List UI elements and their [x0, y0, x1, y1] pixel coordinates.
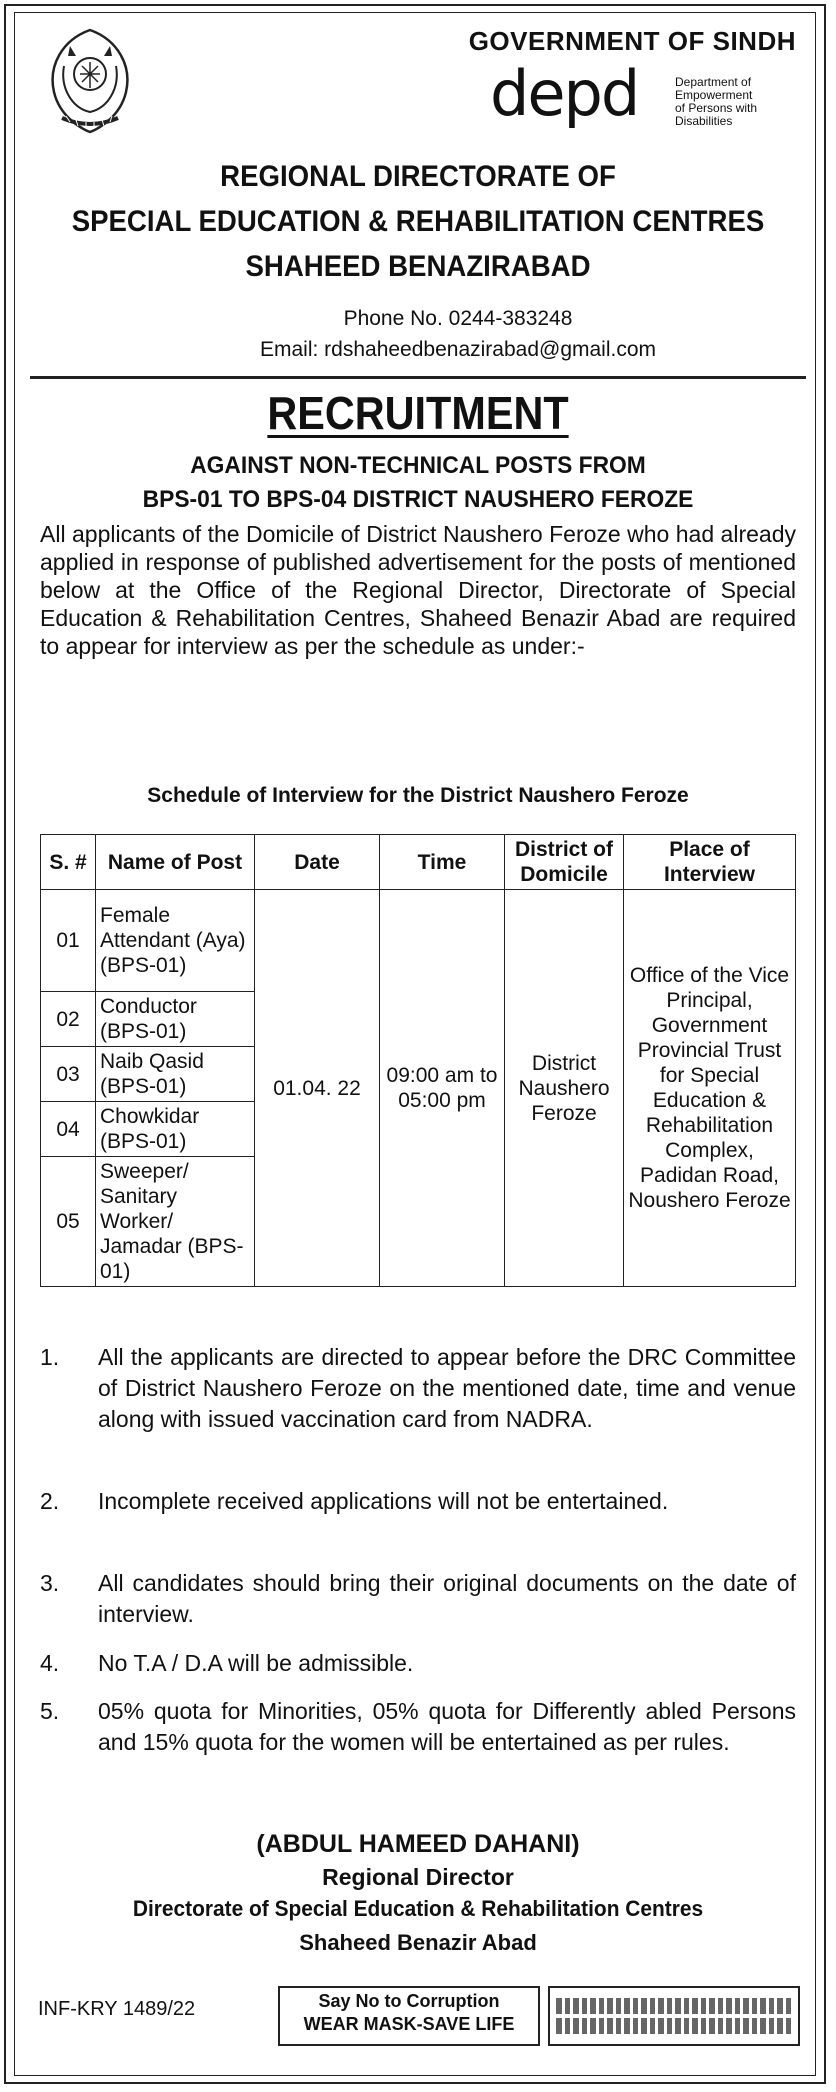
note-text: All candidates should bring their original documents on the date of interview.	[98, 1570, 796, 1627]
note-item	[40, 1648, 796, 1679]
signatory-name: (ABDUL HAMEED DAHANI)	[256, 1830, 580, 1858]
cell-post-name: Female Attendant (Aya) (BPS-01)	[96, 890, 255, 992]
signatory-place: Shaheed Benazir Abad	[299, 1930, 537, 1955]
intro-paragraph: All applicants of the Domicile of District Naushero Feroze who had already applied in response of published advertisement for the posts of mentioned below at the Office of the Regional Director, Directorate of Special Education & Rehabilitation Centres, Shaheed Benazir Abad are required to appear for interview as per the schedule as under:-	[40, 521, 796, 659]
cell-place: Office of the Vice Principal, Government Provincial Trust for Special Education & Rehabilitation Complex, Padidan Road, Noushero Feroze	[624, 890, 796, 1287]
interview-schedule-table	[40, 834, 796, 1287]
header-district: District of Domicile	[505, 835, 624, 890]
header-divider	[30, 376, 806, 379]
department-name-line: Disabilities	[675, 114, 733, 128]
department-name-line: Department of	[675, 75, 752, 89]
note-number: 5.	[40, 1698, 60, 1724]
note-number: 1.	[40, 1344, 60, 1370]
note-text: All the applicants are directed to appear before the DRC Committee of District Naushero Feroze on the mentioned date, time and venue along with issued vaccination card from NADRA.	[98, 1344, 796, 1432]
header-post-name: Name of Post	[96, 835, 255, 890]
cell-sno: 05	[41, 1157, 96, 1287]
corruption-line-2: WEAR MASK-SAVE LIFE	[303, 2014, 515, 2034]
cell-post-name: Naib Qasid (BPS-01)	[96, 1047, 255, 1102]
cell-post-name: Chowkidar (BPS-01)	[96, 1102, 255, 1157]
corruption-notice-box	[278, 1986, 540, 2046]
urdu-notice-box	[548, 1986, 800, 2046]
department-name-line: of Persons with	[675, 101, 758, 115]
note-item	[40, 1696, 796, 1758]
organization-line-1: REGIONAL DIRECTORATE OF	[220, 160, 616, 193]
cell-date: 01.04. 22	[255, 890, 380, 1287]
table-header-row	[41, 835, 796, 890]
note-item	[40, 1568, 796, 1630]
note-text: No T.A / D.A will be admissible.	[98, 1650, 414, 1676]
sindh-government-emblem-icon	[40, 26, 140, 138]
reference-number: INF-KRY 1489/22	[38, 1998, 196, 2020]
note-number: 2.	[40, 1488, 60, 1514]
table-row	[41, 890, 796, 992]
depd-logo: depd	[490, 57, 639, 130]
government-title: GOVERNMENT OF SINDH	[468, 26, 796, 56]
cell-sno: 04	[41, 1102, 96, 1157]
notice-title: RECRUITMENT	[267, 387, 569, 439]
cell-post-name: Conductor (BPS-01)	[96, 992, 255, 1047]
signatory-organization: Directorate of Special Education & Rehabilitation Centres	[132, 1896, 704, 1921]
header-date: Date	[255, 835, 380, 890]
urdu-text-graphic	[556, 1998, 792, 2014]
cell-sno: 01	[41, 890, 96, 992]
department-name	[675, 76, 805, 128]
cell-sno: 02	[41, 992, 96, 1047]
note-item	[40, 1342, 796, 1435]
cell-post-name: Sweeper/ Sanitary Worker/ Jamadar (BPS-01)	[96, 1157, 255, 1287]
note-text: 05% quota for Minorities, 05% quota for Differently abled Persons and 15% quota for the women will be entertained as per rules.	[98, 1698, 796, 1755]
email-address: Email: rdshaheedbenazirabad@gmail.com	[259, 338, 657, 361]
header-place: Place of Interview	[624, 835, 796, 890]
department-name-line: Empowerment	[675, 88, 753, 102]
note-number: 4.	[40, 1650, 60, 1676]
note-number: 3.	[40, 1570, 60, 1596]
header-time: Time	[380, 835, 505, 890]
schedule-title: Schedule of Interview for the District Naushero Feroze	[147, 784, 689, 807]
note-item	[40, 1486, 796, 1517]
organization-line-3: SHAHEED BENAZIRABAD	[245, 250, 591, 283]
cell-sno: 03	[41, 1047, 96, 1102]
urdu-text-graphic	[556, 2018, 792, 2034]
notice-subtitle-2: BPS-01 TO BPS-04 DISTRICT NAUSHERO FEROZE	[142, 486, 694, 513]
note-text: Incomplete received applications will not be entertained.	[98, 1488, 669, 1514]
organization-line-2: SPECIAL EDUCATION & REHABILITATION CENTRES	[71, 205, 765, 238]
header-sno: S. #	[41, 835, 96, 890]
cell-time: 09:00 am to 05:00 pm	[380, 890, 505, 1287]
notice-subtitle-1: AGAINST NON-TECHNICAL POSTS FROM	[190, 452, 646, 479]
phone-number: Phone No. 0244-383248	[343, 307, 573, 330]
signatory-title: Regional Director	[322, 1864, 514, 1890]
cell-district: District Naushero Feroze	[505, 890, 624, 1287]
corruption-line-1: Say No to Corruption	[318, 1991, 500, 2011]
